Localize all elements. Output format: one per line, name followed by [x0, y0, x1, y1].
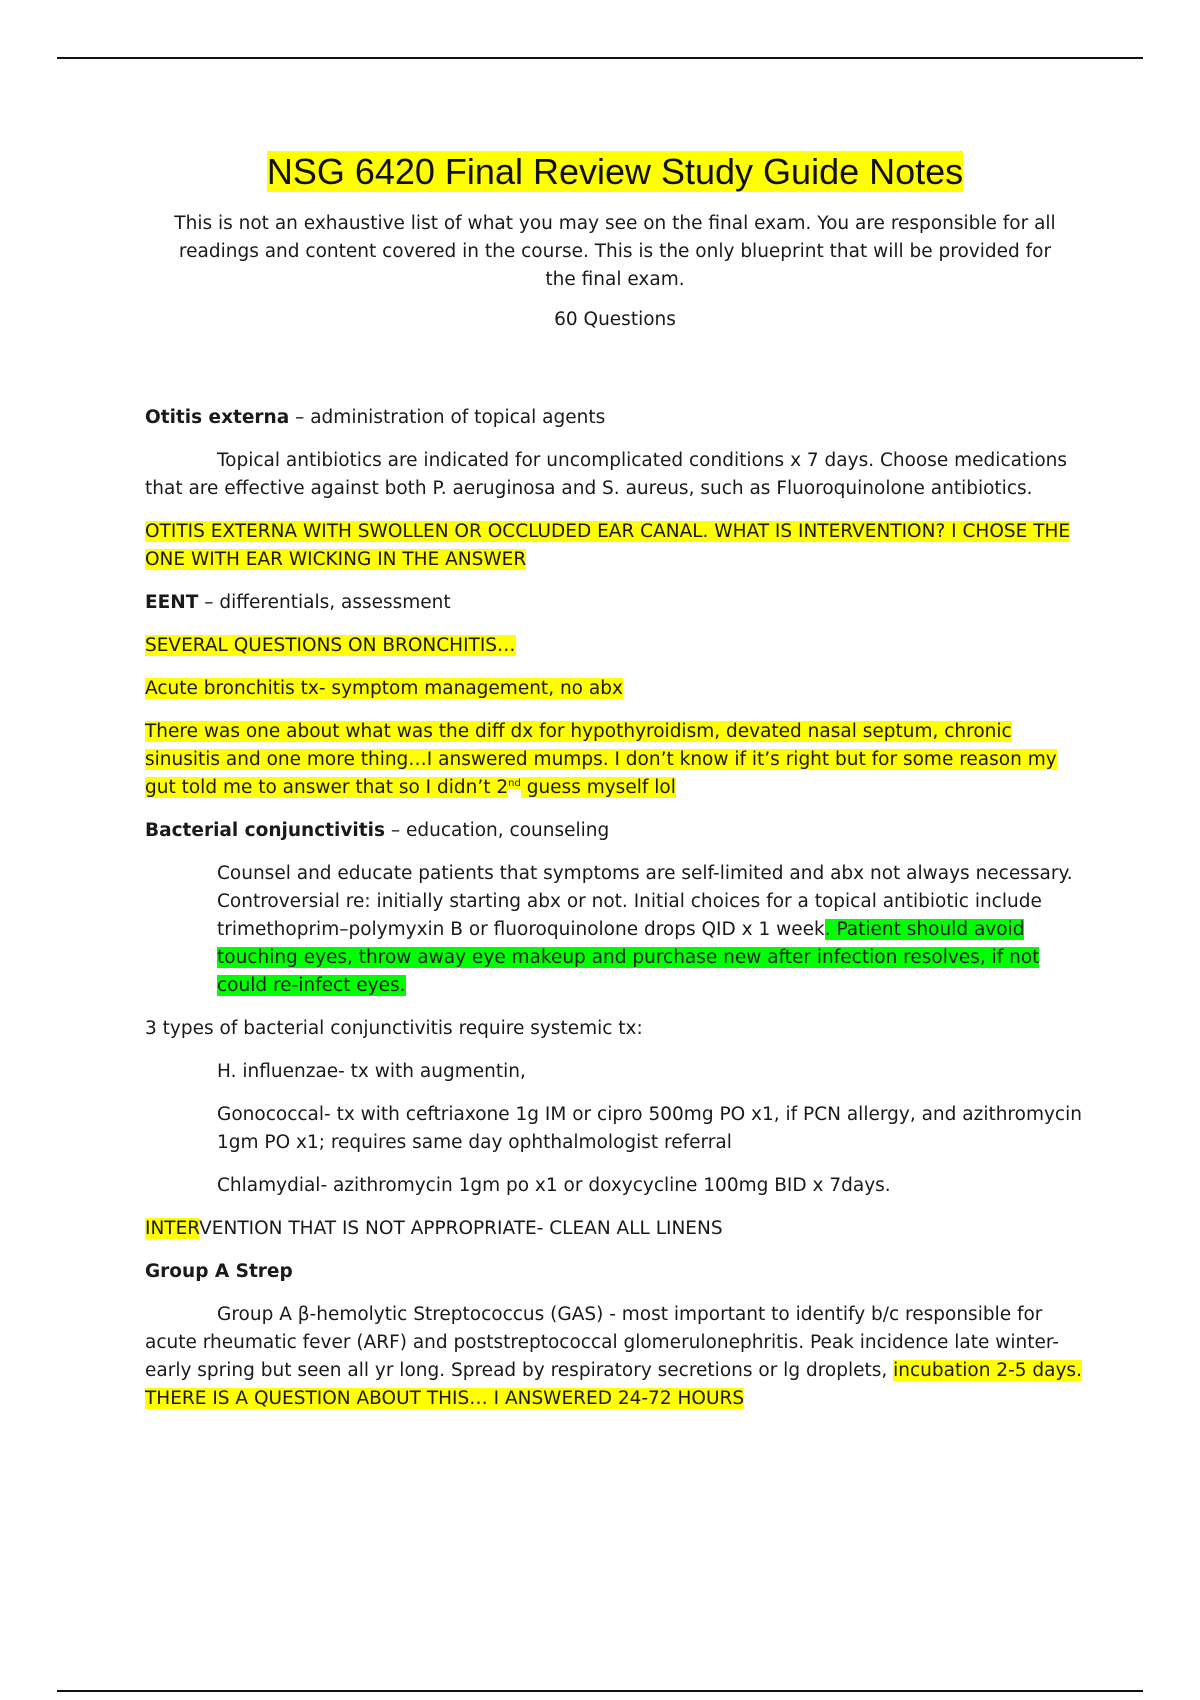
document-page	[145, 150, 1085, 1428]
footer-rule	[57, 1690, 1143, 1692]
conjunctivitis-body-line	[145, 860, 1085, 1000]
conjunctivitis-body: Counsel and educate patients that symptoms are self-limited and abx not always necessary. Controversial re: initially starting abx or not. Initial choices for a topical antibiotic include trimethoprim–polymyxin B or fluoroquinolone drops QID x 1 week	[217, 863, 1073, 940]
conjunctivitis-heading-line	[145, 817, 1085, 845]
eent-note-3a: There was one about what was the diff dx for hypothyroidism, devated nasal septum, chronic sinusitis and one more thing…I answered mumps. I don’t know if it’s right but for some reason my gut told me to answer that so I didn’t 2	[145, 721, 1057, 798]
intro-text: This is not an exhaustive list of what you may see on the final exam. You are responsible for all readings and content covered in the course. This is the only blueprint that will be provided for the final exam.	[174, 213, 1056, 290]
eent-note-3b: guess myself lol	[520, 777, 676, 798]
otitis-body: Topical antibiotics are indicated for uncomplicated conditions x 7 days. Choose medications that are effective against both P. aeruginosa and S. aureus, such as Fluoroquinolone antibiotics.	[145, 450, 1068, 499]
otitis-note: OTITIS EXTERNA WITH SWOLLEN OR OCCLUDED EAR CANAL. WHAT IS INTERVENTION? I CHOSE THE ONE WITH EAR WICKING IN THE ANSWER	[145, 521, 1071, 570]
eent-note-3-sup: nd	[508, 777, 521, 789]
conjunctivitis-type-3: Chlamydial- azithromycin 1gm po x1 or doxycycline 100mg BID x 7days.	[217, 1175, 891, 1196]
strep-body: Group A β-hemolytic Streptococcus (GAS) - most important to identify b/c responsible for acute rheumatic fever (ARF) and poststreptococcal glomerulonephritis. Peak incidence late winter- early spring but seen all yr long. Spread by respiratory secretions or lg droplets,	[145, 1304, 1059, 1381]
conjunctivitis-note-highlight: INTER	[145, 1218, 200, 1239]
strep-heading: Group A Strep	[145, 1261, 293, 1282]
strep-note: THERE IS A QUESTION ABOUT THIS… I ANSWERED 24-72 HOURS	[145, 1388, 745, 1409]
conjunctivitis-type-2: Gonococcal- tx with ceftriaxone 1g IM or cipro 500mg PO x1, if PCN allergy, and azithromycin 1gm PO x1; requires same day ophthalmologist referral	[217, 1104, 1082, 1153]
header-rule	[57, 57, 1143, 59]
question-count: 60 Questions	[554, 309, 676, 330]
eent-note-2-line	[145, 675, 1085, 703]
eent-note-1: SEVERAL QUESTIONS ON BRONCHITIS…	[145, 635, 516, 656]
conjunctivitis-body-highlight: . Patient should avoid touching eyes, throw away eye makeup and purchase new after infection resolves, if not could re-infect eyes.	[217, 919, 1040, 996]
conjunctivitis-systemic-intro: 3 types of bacterial conjunctivitis require systemic tx:	[145, 1018, 643, 1039]
eent-heading-rest: – differentials, assessment	[198, 592, 451, 613]
strep-heading-line	[145, 1258, 1085, 1286]
eent-note-3-line	[145, 718, 1085, 802]
otitis-note-line	[145, 518, 1085, 574]
conjunctivitis-note-rest: VENTION THAT IS NOT APPROPRIATE- CLEAN ALL LINENS	[199, 1218, 723, 1239]
document-title: NSG 6420 Final Review Study Guide Notes	[266, 151, 964, 192]
otitis-heading-line	[145, 404, 1085, 432]
eent-heading-line	[145, 589, 1085, 617]
title-block	[145, 150, 1085, 194]
conjunctivitis-type-1: H. influenzae- tx with augmentin,	[217, 1061, 526, 1082]
strep-body-line	[145, 1301, 1085, 1413]
conjunctivitis-heading-rest: – education, counseling	[384, 820, 610, 841]
otitis-heading-rest: – administration of topical agents	[289, 407, 606, 428]
conjunctivitis-note-line	[145, 1215, 1085, 1243]
conjunctivitis-heading: Bacterial conjunctivitis	[145, 820, 385, 841]
otitis-heading: Otitis externa	[145, 407, 290, 428]
strep-body-highlight: incubation 2-5 days.	[893, 1360, 1082, 1381]
eent-note-2: Acute bronchitis tx- symptom management, no abx	[145, 678, 623, 699]
eent-heading: EENT	[145, 592, 199, 613]
eent-note-1-line	[145, 632, 1085, 660]
